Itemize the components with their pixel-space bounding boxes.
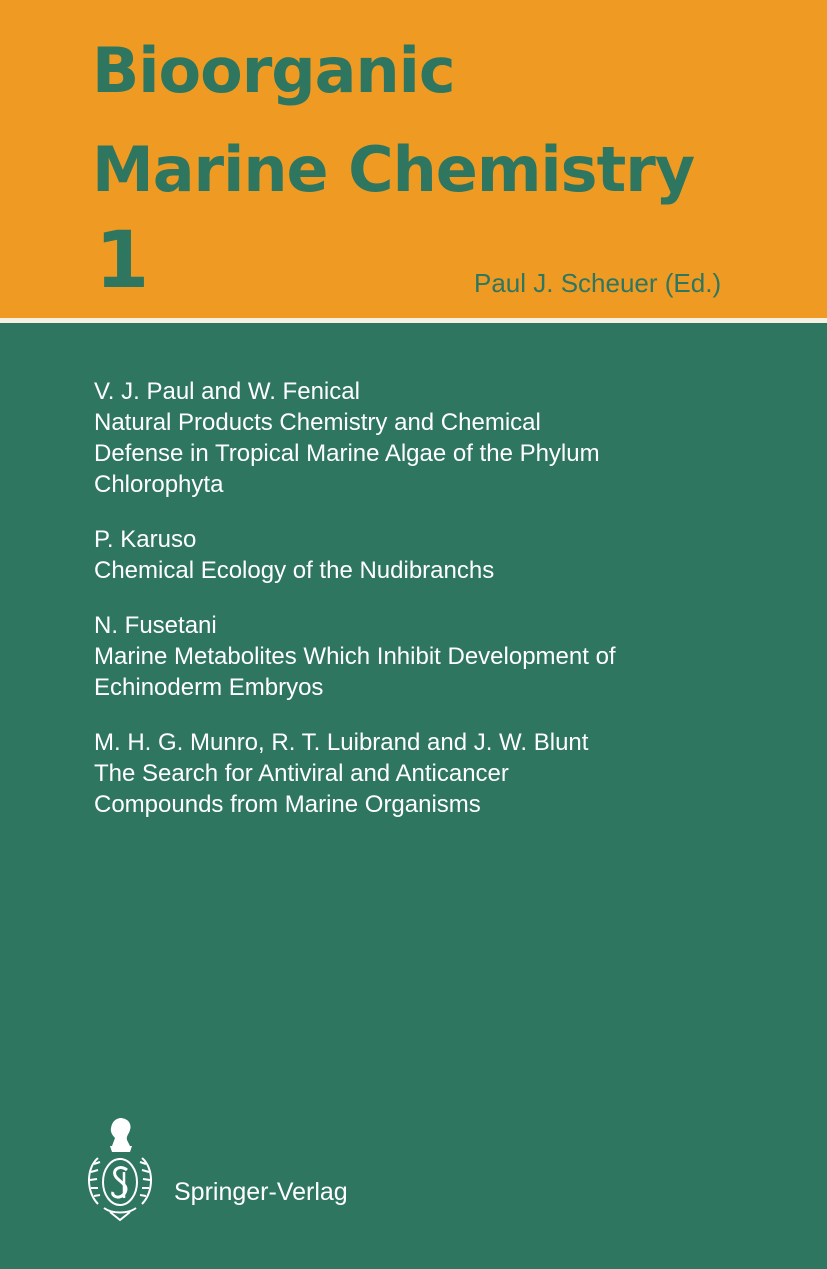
contents-entry	[94, 727, 794, 820]
publisher-imprint	[80, 1112, 410, 1222]
contents-entry	[94, 376, 794, 500]
entry-title-line: Compounds from Marine Organisms	[94, 791, 481, 818]
entry-authors: N. Fusetani	[94, 612, 217, 639]
entry-title-line: Marine Metabolites Which Inhibit Development of	[94, 643, 616, 670]
entry-authors: M. H. G. Munro, R. T. Luibrand and J. W. Blunt	[94, 729, 589, 756]
entry-title-line: Echinoderm Embryos	[94, 674, 324, 701]
entry-title-line: Chemical Ecology of the Nudibranchs	[94, 557, 495, 584]
entry-title-line: The Search for Antiviral and Anticancer	[94, 760, 509, 787]
editor-credit: Paul J. Scheuer (Ed.)	[474, 268, 722, 298]
springer-logo-icon	[80, 1112, 160, 1222]
entry-title-line: Natural Products Chemistry and Chemical	[94, 409, 541, 436]
book-title-line-1: Bioorganic	[92, 34, 455, 107]
volume-number: 1	[95, 216, 150, 306]
publisher-name: Springer-Verlag	[174, 1178, 348, 1206]
entry-title-line: Defense in Tropical Marine Algae of the Phylum	[94, 440, 600, 467]
entry-title-line: Chlorophyta	[94, 471, 224, 498]
entry-authors: V. J. Paul and W. Fenical	[94, 378, 360, 405]
entry-authors: P. Karuso	[94, 526, 197, 553]
title-band	[0, 0, 827, 318]
contents-entry	[94, 524, 794, 586]
book-title-line-2: Marine Chemistry	[92, 133, 695, 206]
contents-list	[94, 376, 794, 844]
contents-entry	[94, 610, 794, 703]
